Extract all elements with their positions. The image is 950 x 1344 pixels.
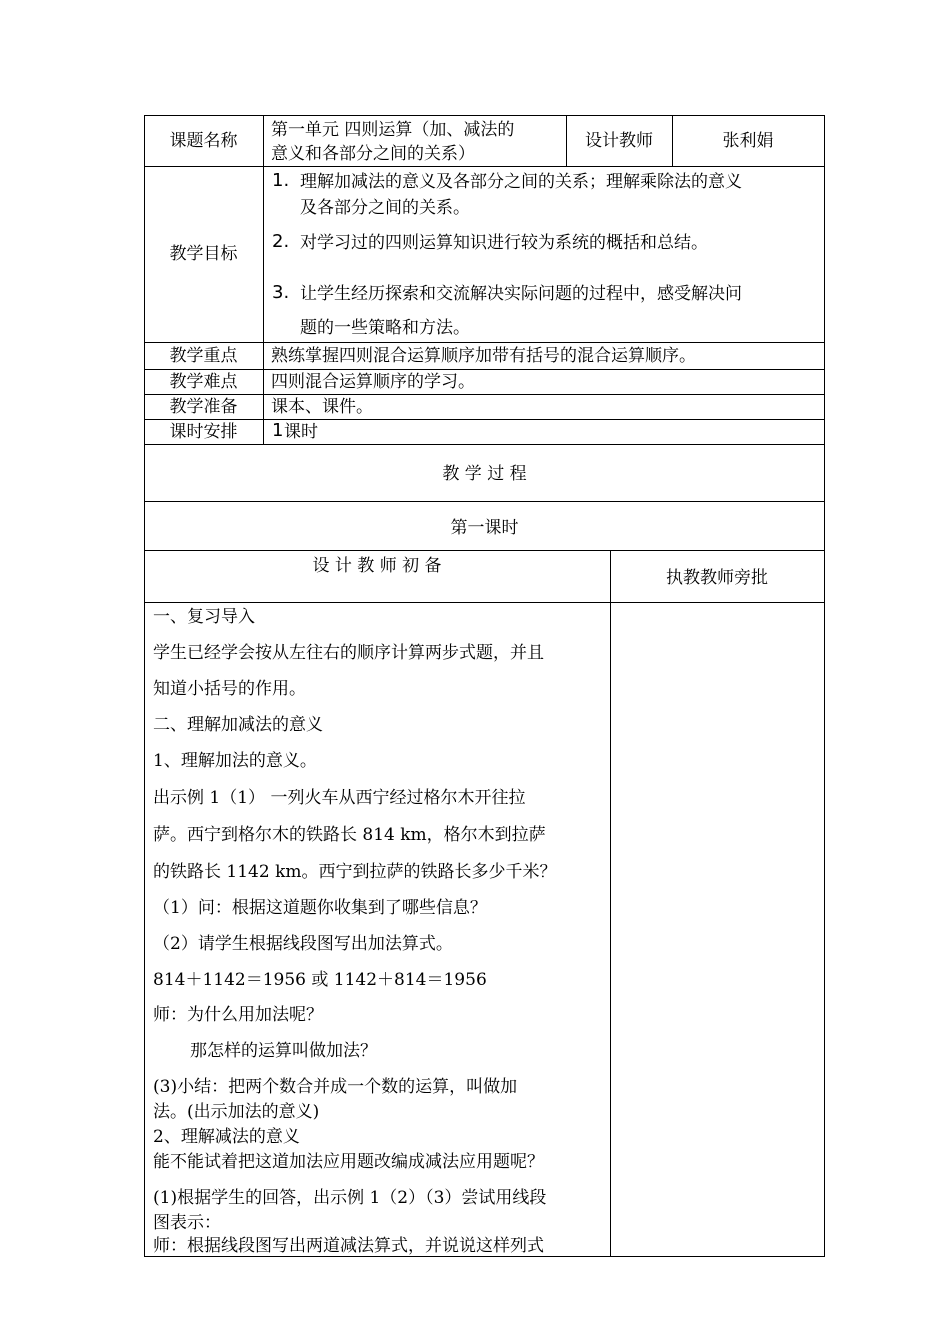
lesson-title: 第一课时 xyxy=(450,518,519,538)
objective-3-line1: 让学生经历探索和交流解决实际问题的过程中，感受解决问 xyxy=(300,284,742,304)
rule-after-lesson xyxy=(144,550,825,551)
focus-value: 熟练掌握四则混合运算顺序加带有括号的混合运算顺序。 xyxy=(271,346,696,366)
objective-3-line2: 题的一些策略和方法。 xyxy=(300,318,470,338)
objective-1-line1: 理解加减法的意义及各部分之间的关系；理解乘除法的意义 xyxy=(300,172,742,192)
rule-bottom xyxy=(144,1256,825,1257)
difficulty-value: 四则混合运算顺序的学习。 xyxy=(271,372,475,392)
rule-label-col xyxy=(263,115,264,444)
content-line: 2、理解减法的意义 xyxy=(153,1127,300,1147)
objective-1-num: 1. xyxy=(272,170,290,191)
content-line: 二、理解加减法的意义 xyxy=(153,715,323,735)
design-header: 设 计 教 师 初 备 xyxy=(312,556,442,576)
rule-after-objectives xyxy=(144,342,825,343)
process-title: 教 学 过 程 xyxy=(442,464,527,484)
topic-value-line1: 第一单元 四则运算（加、减法的 xyxy=(271,120,515,140)
objective-2-num: 2. xyxy=(272,231,290,252)
prep-label: 教学准备 xyxy=(169,397,238,417)
rule-after-difficulty xyxy=(144,394,825,395)
focus-label: 教学重点 xyxy=(169,346,238,366)
schedule-label: 课时安排 xyxy=(169,422,238,442)
content-line: 法。(出示加法的意义) xyxy=(153,1102,320,1122)
objective-2-line1: 对学习过的四则运算知识进行较为系统的概括和总结。 xyxy=(300,233,708,253)
rule-side-col xyxy=(610,550,611,1256)
rule-after-focus xyxy=(144,369,825,370)
topic-value-line2: 意义和各部分之间的关系） xyxy=(271,144,475,164)
content-line: (3)小结：把两个数合并成一个数的运算，叫做加 xyxy=(153,1077,518,1097)
content-line: 师：为什么用加法呢？ xyxy=(153,1005,323,1025)
schedule-value-num: 1 xyxy=(272,420,284,441)
topic-label: 课题名称 xyxy=(169,131,238,151)
rule-after-design-header xyxy=(144,602,825,603)
rule-after-prep xyxy=(144,419,825,420)
content-line: 1、理解加法的意义。 xyxy=(153,751,317,771)
rule-after-schedule xyxy=(144,444,825,445)
content-line: 的铁路长 1142 km。西宁到拉萨的铁路长多少千米？ xyxy=(153,862,557,882)
content-line: 图表示： xyxy=(153,1213,221,1233)
teacher-value: 张利娟 xyxy=(722,131,774,151)
difficulty-label: 教学难点 xyxy=(169,372,238,392)
objective-1-line2: 及各部分之间的关系。 xyxy=(300,198,470,218)
rule-left xyxy=(144,115,145,1257)
content-line: 师：根据线段图写出两道减法算式，并说说这样列式 xyxy=(153,1236,544,1256)
objectives-label: 教学目标 xyxy=(169,244,238,264)
content-line: (1)根据学生的回答，出示例 1（2）（3）尝试用线段 xyxy=(153,1188,547,1208)
content-line: 那怎样的运算叫做加法？ xyxy=(190,1041,377,1061)
content-line: 知道小括号的作用。 xyxy=(153,679,306,699)
schedule-value: 课时 xyxy=(284,422,318,442)
prep-value: 课本、课件。 xyxy=(271,397,373,417)
rule-after-topic xyxy=(144,166,825,167)
content-line: （2）请学生根据线段图写出加法算式。 xyxy=(153,934,453,954)
rule-after-process xyxy=(144,501,825,502)
content-line: （1）问：根据这道题你收集到了哪些信息？ xyxy=(153,898,487,918)
content-line: 出示例 1（1） 一列火车从西宁经过格尔木开往拉 xyxy=(153,788,526,808)
rule-right xyxy=(824,115,825,1257)
content-line: 能不能试着把这道加法应用题改编成减法应用题呢？ xyxy=(153,1152,544,1172)
objective-3-num: 3. xyxy=(272,282,290,303)
content-line: 萨。西宁到格尔木的铁路长 814 km，格尔木到拉萨 xyxy=(153,825,546,845)
content-line: 一、复习导入 xyxy=(153,607,255,627)
content-line: 814＋1142＝1956 或 1142＋814＝1956 xyxy=(153,970,487,990)
side-header: 执教教师旁批 xyxy=(666,568,768,588)
teacher-label: 设计教师 xyxy=(585,131,653,151)
rule-top xyxy=(144,115,825,116)
content-line: 学生已经学会按从左往右的顺序计算两步式题，并且 xyxy=(153,643,544,663)
